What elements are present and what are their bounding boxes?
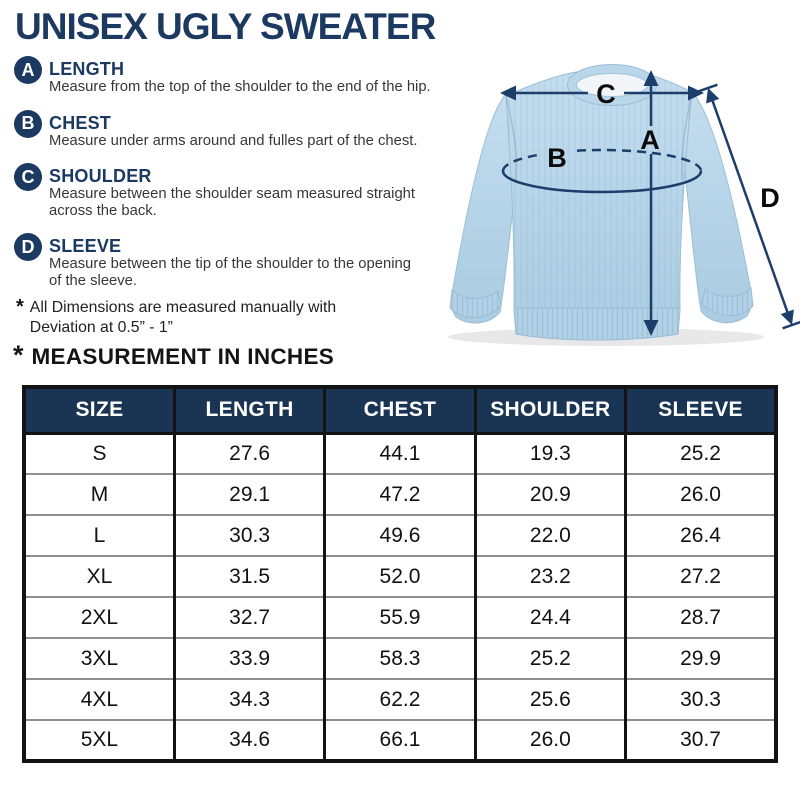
diagram-label-c: C — [596, 79, 616, 109]
table-row-xl — [24, 556, 776, 597]
table-row-l — [24, 515, 776, 556]
definition-shoulder-text-line2: across the back. — [49, 202, 157, 219]
diagram-label-d: D — [760, 183, 780, 213]
cell-chest: 62.2 — [325, 679, 475, 720]
badge-c: C — [14, 163, 42, 191]
cell-size: 3XL — [24, 638, 174, 679]
cell-chest: 47.2 — [325, 474, 475, 515]
cell-sleeve: 25.2 — [626, 433, 776, 474]
cell-chest: 58.3 — [325, 638, 475, 679]
header-cell-sleeve: SLEEVE — [626, 387, 776, 433]
header-cell-size: SIZE — [24, 387, 174, 433]
cell-sleeve: 27.2 — [626, 556, 776, 597]
cell-size: XL — [24, 556, 174, 597]
sweater-diagram — [440, 40, 800, 350]
cell-size: 2XL — [24, 597, 174, 638]
cell-size: S — [24, 433, 174, 474]
definition-chest-label: CHEST — [49, 112, 112, 133]
cell-size: M — [24, 474, 174, 515]
badge-b: B — [14, 110, 42, 138]
cell-sleeve: 26.4 — [626, 515, 776, 556]
badge-a: A — [14, 56, 42, 84]
cell-shoulder: 20.9 — [475, 474, 625, 515]
definition-sleeve — [14, 236, 466, 289]
definition-sleeve-label: SLEEVE — [49, 236, 122, 256]
header-cell-chest: CHEST — [325, 387, 475, 433]
table-row-3xl — [24, 638, 776, 679]
cell-shoulder: 26.0 — [475, 720, 625, 761]
badge-d: D — [14, 233, 42, 261]
cell-length: 29.1 — [174, 474, 324, 515]
heading-asterisk: * — [13, 340, 24, 370]
cell-shoulder: 22.0 — [475, 515, 625, 556]
definition-length-text: Measure from the top of the shoulder to the end of the hip. — [49, 79, 431, 95]
cell-length: 31.5 — [174, 556, 324, 597]
cell-length: 34.3 — [174, 679, 324, 720]
cell-sleeve: 28.7 — [626, 597, 776, 638]
cell-chest: 66.1 — [325, 720, 475, 761]
sweater-body — [506, 69, 692, 340]
cell-length: 33.9 — [174, 638, 324, 679]
cell-chest: 44.1 — [325, 433, 475, 474]
definition-sleeve-text-line1: Measure between the tip of the shoulder to the opening — [49, 256, 411, 272]
cell-size: 4XL — [24, 679, 174, 720]
diagram-label-a: A — [640, 125, 660, 155]
measurement-units-heading — [13, 340, 335, 371]
table-row-m — [24, 474, 776, 515]
cell-size: L — [24, 515, 174, 556]
cell-shoulder: 24.4 — [475, 597, 625, 638]
definition-shoulder-text-line1: Measure between the shoulder seam measured straight — [49, 186, 416, 202]
definition-length — [14, 59, 466, 96]
header-cell-shoulder: SHOULDER — [475, 387, 625, 433]
cell-shoulder: 19.3 — [475, 433, 625, 474]
definition-chest — [14, 113, 466, 150]
cell-sleeve: 29.9 — [626, 638, 776, 679]
cell-sleeve: 30.7 — [626, 720, 776, 761]
table-row-4xl — [24, 679, 776, 720]
heading-text: MEASUREMENT IN INCHES — [31, 344, 335, 369]
cell-shoulder: 25.2 — [475, 638, 625, 679]
deviation-note-line2: Deviation at 0.5” - 1” — [29, 318, 173, 336]
size-table-header-row — [24, 387, 776, 433]
definition-sleeve-text-line2: of the sleeve. — [49, 272, 138, 289]
diagram-label-b: B — [547, 143, 567, 173]
cell-length: 32.7 — [174, 597, 324, 638]
cell-chest: 52.0 — [325, 556, 475, 597]
cell-size: 5XL — [24, 720, 174, 761]
measurement-definitions — [14, 59, 466, 306]
deviation-note — [16, 298, 336, 337]
note-asterisk: * — [16, 296, 24, 318]
cell-length: 30.3 — [174, 515, 324, 556]
definition-shoulder — [14, 166, 466, 219]
cell-shoulder: 25.6 — [475, 679, 625, 720]
deviation-note-line1: All Dimensions are measured manually with — [29, 299, 337, 316]
cell-chest: 49.6 — [325, 515, 475, 556]
table-row-5xl — [24, 720, 776, 761]
cell-sleeve: 26.0 — [626, 474, 776, 515]
definition-shoulder-label: SHOULDER — [49, 166, 152, 186]
cell-length: 34.6 — [174, 720, 324, 761]
cell-sleeve: 30.3 — [626, 679, 776, 720]
size-table — [22, 385, 778, 763]
table-row-s — [24, 433, 776, 474]
cell-shoulder: 23.2 — [475, 556, 625, 597]
page-title: UNISEX UGLY SWEATER — [15, 6, 436, 47]
definition-length-label: LENGTH — [49, 59, 125, 79]
header-cell-length: LENGTH — [174, 387, 324, 433]
table-row-2xl — [24, 597, 776, 638]
cell-length: 27.6 — [174, 433, 324, 474]
definition-chest-text: Measure under arms around and fulles part of the chest. — [49, 132, 418, 149]
cell-chest: 55.9 — [325, 597, 475, 638]
